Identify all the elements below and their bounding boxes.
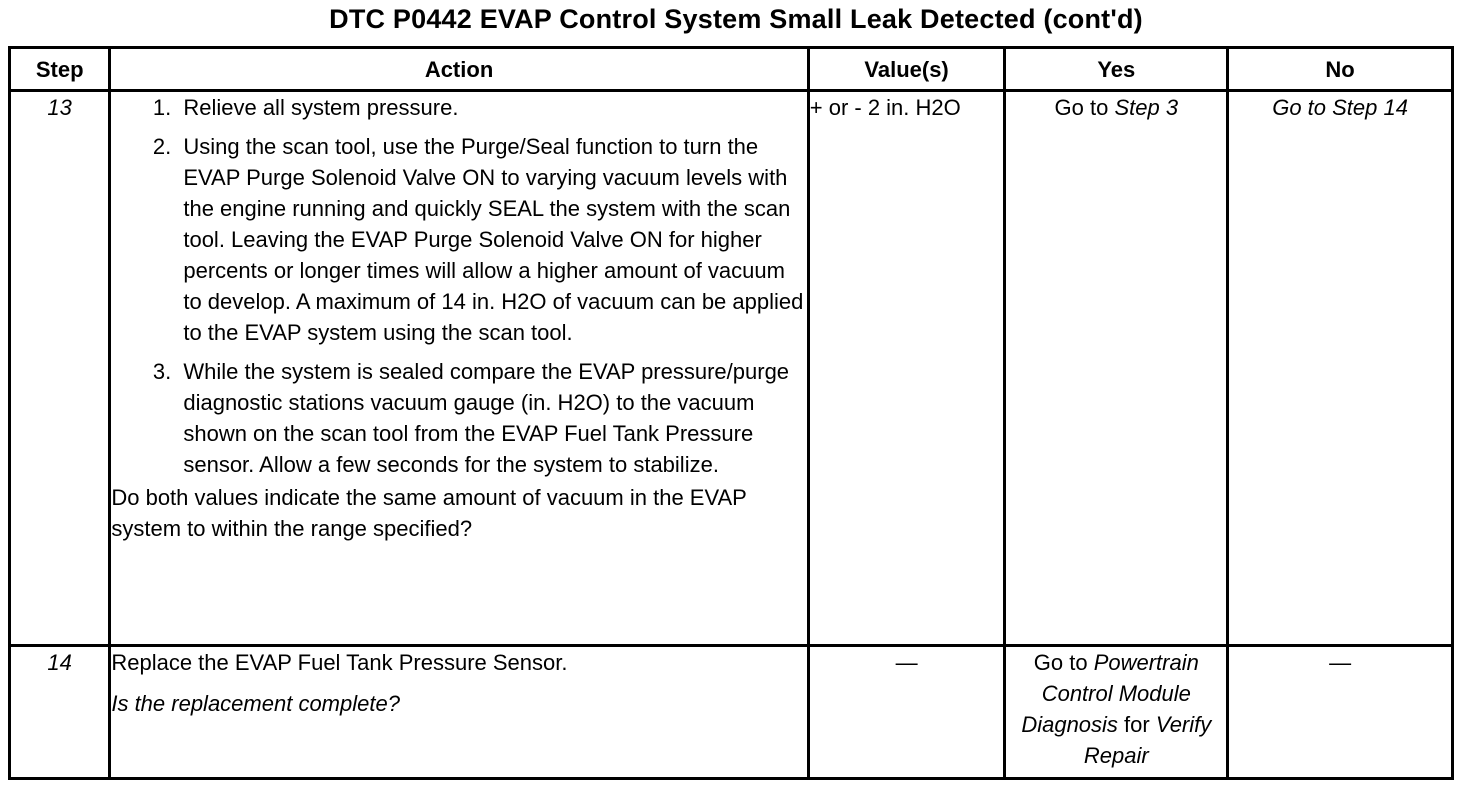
table-row-step-13 <box>10 91 1453 646</box>
yes-cell <box>1005 646 1228 779</box>
action-steps-list <box>111 92 806 480</box>
header-step: Step <box>10 48 110 91</box>
yes-prefix: Go to <box>1033 650 1094 675</box>
step-number: 14 <box>10 646 110 779</box>
table-row-step-14 <box>10 646 1453 779</box>
yes-link-pcm-diagnosis[interactable]: Powertrain Control Module Diagnosis <box>1021 650 1199 737</box>
header-action: Action <box>110 48 808 91</box>
header-values: Value(s) <box>808 48 1005 91</box>
no-link-step[interactable]: Go to Step 14 <box>1272 95 1408 120</box>
table-header-row <box>10 48 1453 91</box>
action-step-item: 2. Using the scan tool, use the Purge/Seal function to turn the EVAP Purge Solenoid Valve ON to varying vacuum levels with the engine running and quickly SEAL the system with the scan tool. Leaving the EVAP Purge Solenoid Valve ON for higher percents or longer times will allow a higher amount of vacuum to develop. A maximum of 14 in. H2O of vacuum can be applied to the EVAP system using the scan tool. <box>177 131 806 348</box>
yes-cell <box>1005 91 1228 646</box>
action-step-item: 1. Relieve all system pressure. <box>177 92 806 123</box>
action-cell <box>110 646 808 779</box>
page-title: DTC P0442 EVAP Control System Small Leak Detected (cont'd) <box>329 4 1143 34</box>
header-no: No <box>1228 48 1453 91</box>
action-cell <box>110 91 808 646</box>
action-step-item: 3. While the system is sealed compare the EVAP pressure/purge diagnostic stations vacuum gauge (in. H2O) to the vacuum shown on the scan tool from the EVAP Fuel Tank Pressure sensor. Allow a few seconds for the system to stabilize. <box>177 356 806 480</box>
diagnostic-table <box>8 46 1454 780</box>
value-cell: + or - 2 in. H2O <box>808 91 1005 646</box>
action-question: Is the replacement complete? <box>111 691 400 716</box>
action-question: Do both values indicate the same amount of vacuum in the EVAP system to within the range specified? <box>111 485 747 541</box>
yes-link-step[interactable]: Step 3 <box>1114 95 1179 120</box>
yes-link-verify-repair[interactable]: Verify Repair <box>1083 712 1212 768</box>
yes-mid: for <box>1117 712 1156 737</box>
action-text: Replace the EVAP Fuel Tank Pressure Sensor. <box>111 650 568 675</box>
no-cell: — <box>1228 646 1453 779</box>
step-number: 13 <box>10 91 110 646</box>
no-cell <box>1228 91 1453 646</box>
value-cell: — <box>808 646 1005 779</box>
header-yes: Yes <box>1005 48 1228 91</box>
yes-prefix: Go to <box>1054 95 1115 120</box>
